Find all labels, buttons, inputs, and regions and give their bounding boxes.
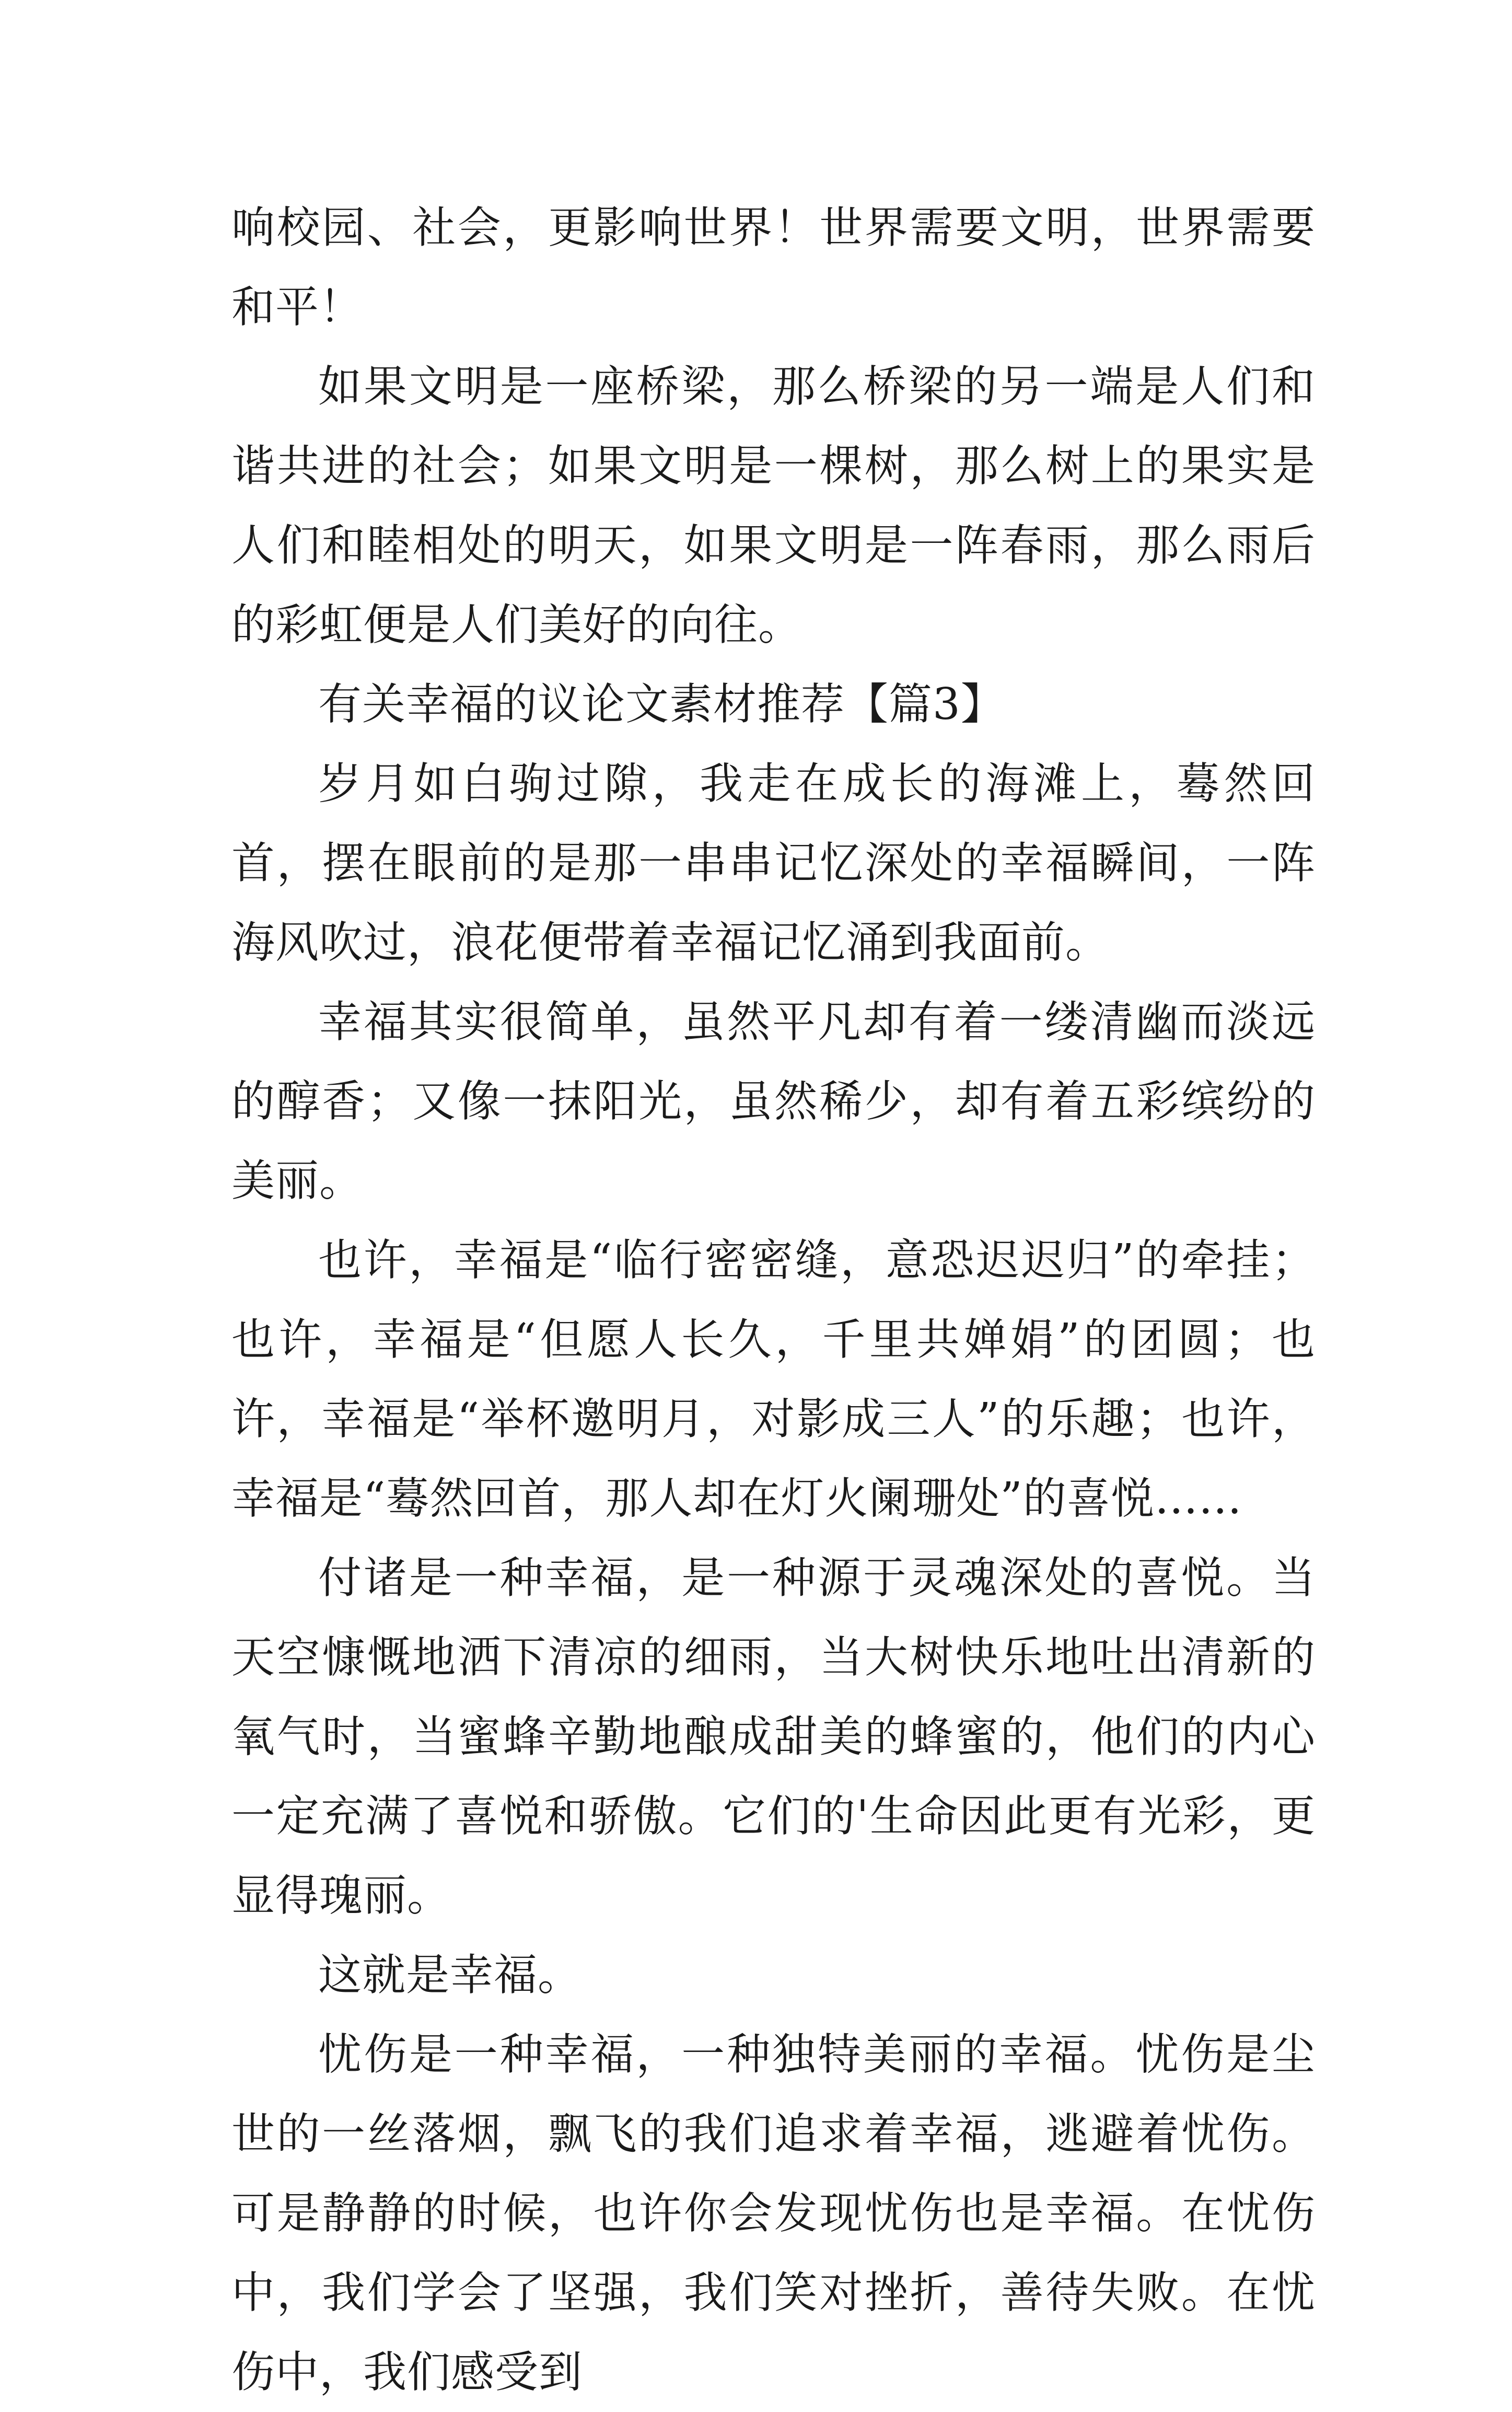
paragraph-time-flies: 岁月如白驹过隙，我走在成长的海滩上，蓦然回首，摆在眼前的是那一串串记忆深处的幸福瞬间，一阵海风吹过，浪花便带着幸福记忆涌到我面前。 bbox=[231, 758, 1316, 968]
section-heading: 有关幸福的议论文素材推荐【篇3】 bbox=[318, 679, 1005, 729]
paragraph-continuation: 响校园、社会，更影响世界！世界需要文明，世界需要和平！ bbox=[231, 202, 1316, 332]
paragraph-happiness-simple: 幸福其实很简单，虽然平凡却有着一缕清幽而淡远的醇香；又像一抹阳光，虽然稀少，却有着五彩缤纷的美丽。 bbox=[231, 996, 1316, 1206]
paragraph-civilization-bridge: 如果文明是一座桥梁，那么桥梁的另一端是人们和谐共进的社会；如果文明是一棵树，那么树上的果实是人们和睦相处的明天，如果文明是一阵春雨，那么雨后的彩虹便是人们美好的向往。 bbox=[231, 361, 1316, 650]
paragraph-maybe-happiness: 也许，幸福是“临行密密缝，意恐迟迟归”的牵挂；也许，幸福是“但愿人长久，千里共婵娟”的团圆；也许，幸福是“举杯邀明月，对影成三人”的乐趣；也许，幸福是“蓦然回首，那人却在灯火阑珊处”的喜悦…… bbox=[231, 1235, 1316, 1524]
paragraph-sorrow: 忧伤是一种幸福，一种独特美丽的幸福。忧伤是尘世的一丝落烟，飘飞的我们追求着幸福，逃避着忧伤。可是静静的时候，也许你会发现忧伤也是幸福。在忧伤中，我们学会了坚强，我们笑对挫折，善待失败。在忧伤中，我们感受到 bbox=[231, 2029, 1316, 2397]
paragraph-giving: 付诸是一种幸福，是一种源于灵魂深处的喜悦。当天空慷慨地洒下清凉的细雨，当大树快乐地吐出清新的氧气时，当蜜蜂辛勤地酿成甜美的蜂蜜的，他们的内心一定充满了喜悦和骄傲。它们的'生命因此更有光彩，更显得瑰丽。 bbox=[231, 1552, 1316, 1921]
document-body bbox=[231, 188, 1316, 2412]
paragraph-this-is-happiness: 这就是幸福。 bbox=[318, 1950, 581, 2000]
